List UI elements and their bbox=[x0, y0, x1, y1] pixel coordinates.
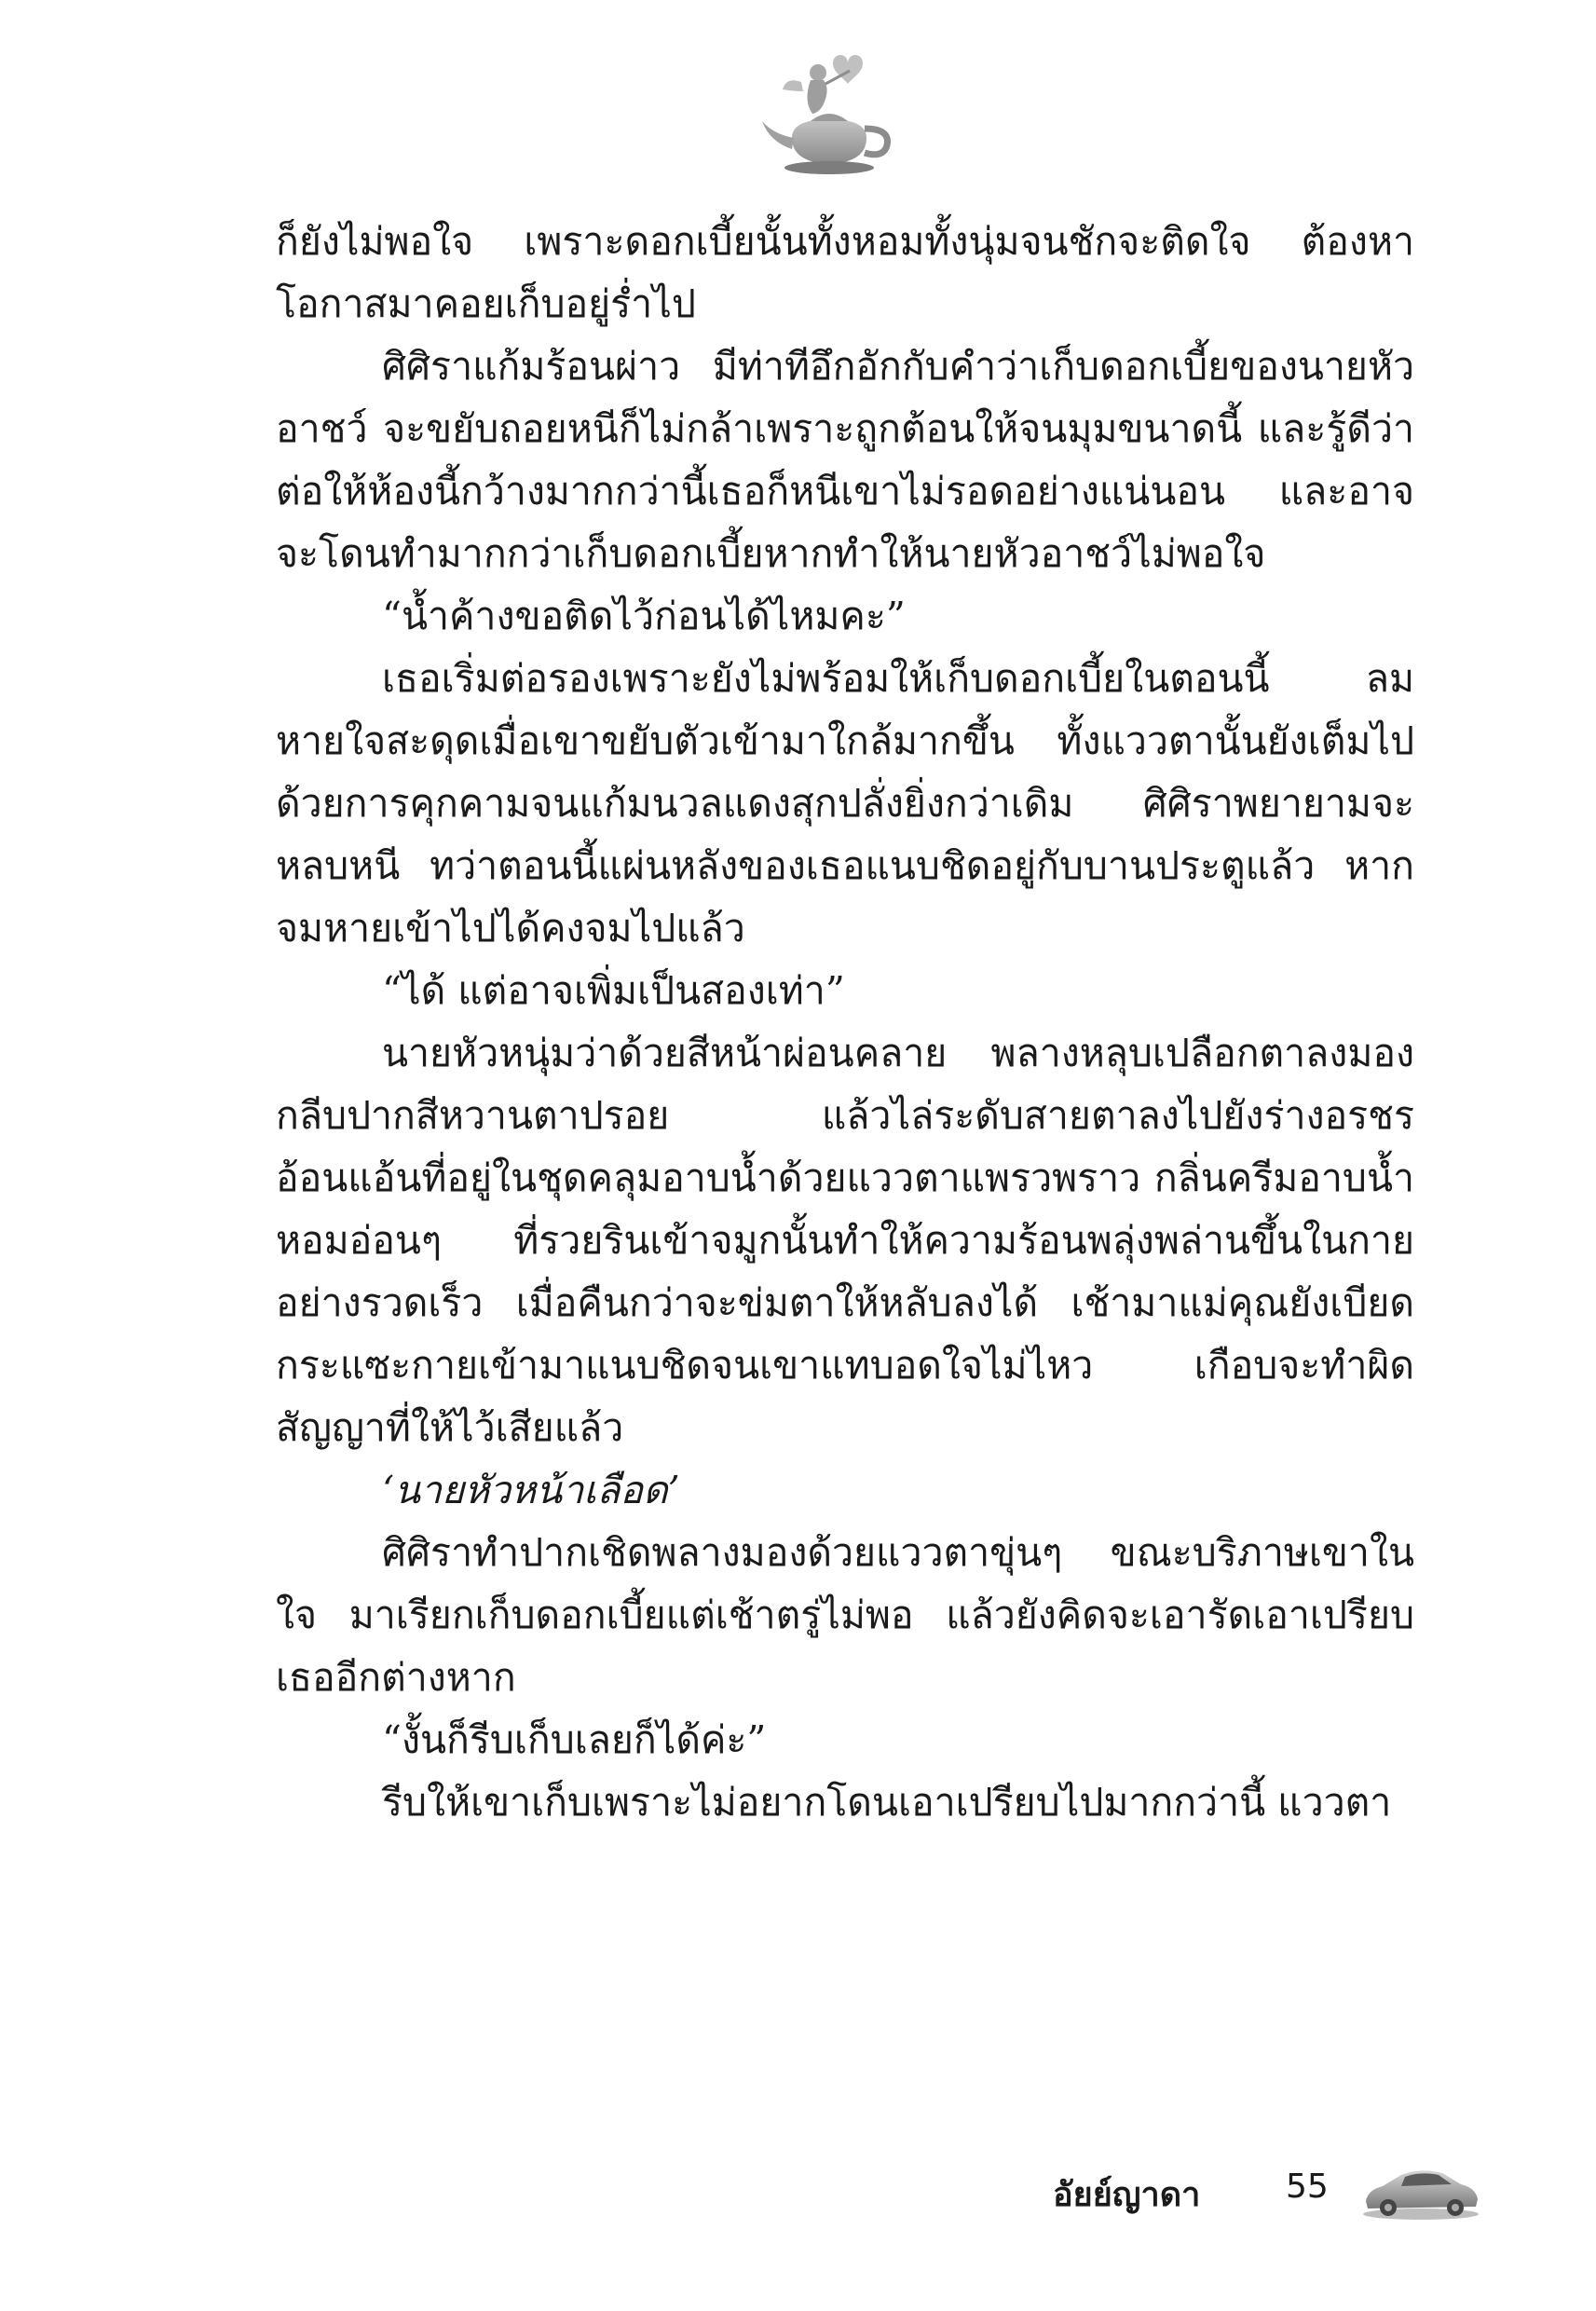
dialogue-line: “ได้ แต่อาจเพิ่มเป็นสองเท่า” bbox=[382, 968, 845, 1013]
inner-thought: ‘นายหัวหน้าเลือด’ bbox=[382, 1468, 680, 1512]
paragraph: นายหัวหนุ่มว่าด้วยสีหน้าผ่อนคลาย พลางหลุบเปลือกตาลงมองกลีบปากสีหวานตาปรอย แล้วไล่ระดับสายตาลงไปยังร่างอรชรอ้อนแอ้นที่อยู่ในชุดคลุมอาบน้ำด้วยแววตาแพรวพราว กลิ่นครีมอาบน้ำหอมอ่อนๆ ที่รวยรินเข้าจมูกนั้นทำให้ความร้อนพลุ่งพล่านขึ้นในกายอย่างรวดเร็ว เมื่อคืนกว่าจะข่มตาให้หลับลงได้ เช้ามาแม่คุณยังเบียดกระแซะกายเข้ามาแนบชิดจนเขาแทบอดใจไม่ไหว เกือบจะทำผิดสัญญาที่ให้ไว้เสียแล้ว bbox=[276, 1031, 1414, 1450]
paragraph: เธอเริ่มต่อรองเพราะยังไม่พร้อมให้เก็บดอกเบี้ยในตอนนี้ ลมหายใจสะดุดเมื่อเขาขยับตัวเข้ามาใกล้มากขึ้น ทั้งแววตานั้นยังเต็มไปด้วยการคุกคามจนแก้มนวลแดงสุกปลั่งยิ่งกว่าเดิม ศิศิราพยายามจะหลบหนี ทว่าตอนนี้แผ่นหลังของเธอแนบชิดอยู่กับบานประตูแล้ว หากจมหายเข้าไปได้คงจมไปแล้ว bbox=[276, 656, 1414, 950]
dialogue-line: “น้ำค้างขอติดไว้ก่อนได้ไหมคะ” bbox=[382, 594, 906, 638]
body-text bbox=[276, 211, 1414, 1834]
teapot-cupid-icon bbox=[745, 45, 913, 185]
paragraph: ศิศิราทำปากเชิดพลางมองด้วยแววตาขุ่นๆ ขณะบริภาษเขาในใจ มาเรียกเก็บดอกเบี้ยแต่เช้าตรู่ไม่พอ แล้วยังคิดจะเอารัดเอาเปรียบเธออีกต่างหาก bbox=[276, 1530, 1414, 1700]
author-name: อัยย์ญาดา bbox=[1053, 2176, 1201, 2214]
paragraph: รีบให้เขาเก็บเพราะไม่อยากโดนเอาเปรียบไปมากกว่านี้ แววตา bbox=[382, 1780, 1392, 1825]
dialogue-line: “งั้นก็รีบเก็บเลยก็ได้ค่ะ” bbox=[382, 1717, 767, 1762]
paragraph: ก็ยังไม่พอใจ เพราะดอกเบี้ยนั้นทั้งหอมทั้งนุ่มจนชักจะติดใจ ต้องหาโอกาสมาคอยเก็บอยู่ร่ำไป bbox=[276, 219, 1414, 326]
paragraph: ศิศิราแก้มร้อนผ่าว มีท่าทีอึกอักกับคำว่าเก็บดอกเบี้ยของนายหัวอาชว์ จะขยับถอยหนีก็ไม่กล้าเพราะถูกต้อนให้จนมุมขนาดนี้ และรู้ดีว่าต่อให้ห้องนี้กว้างมากกว่านี้เธอก็หนีเขาไม่รอดอย่างแน่นอน และอาจจะโดนทำมากกว่าเก็บดอกเบี้ยหากทำให้นายหัวอาชว์ไม่พอใจ bbox=[276, 344, 1414, 576]
page-number: 55 bbox=[1286, 2167, 1329, 2206]
page-footer bbox=[1053, 2164, 1481, 2229]
car-icon bbox=[1360, 2164, 1481, 2222]
